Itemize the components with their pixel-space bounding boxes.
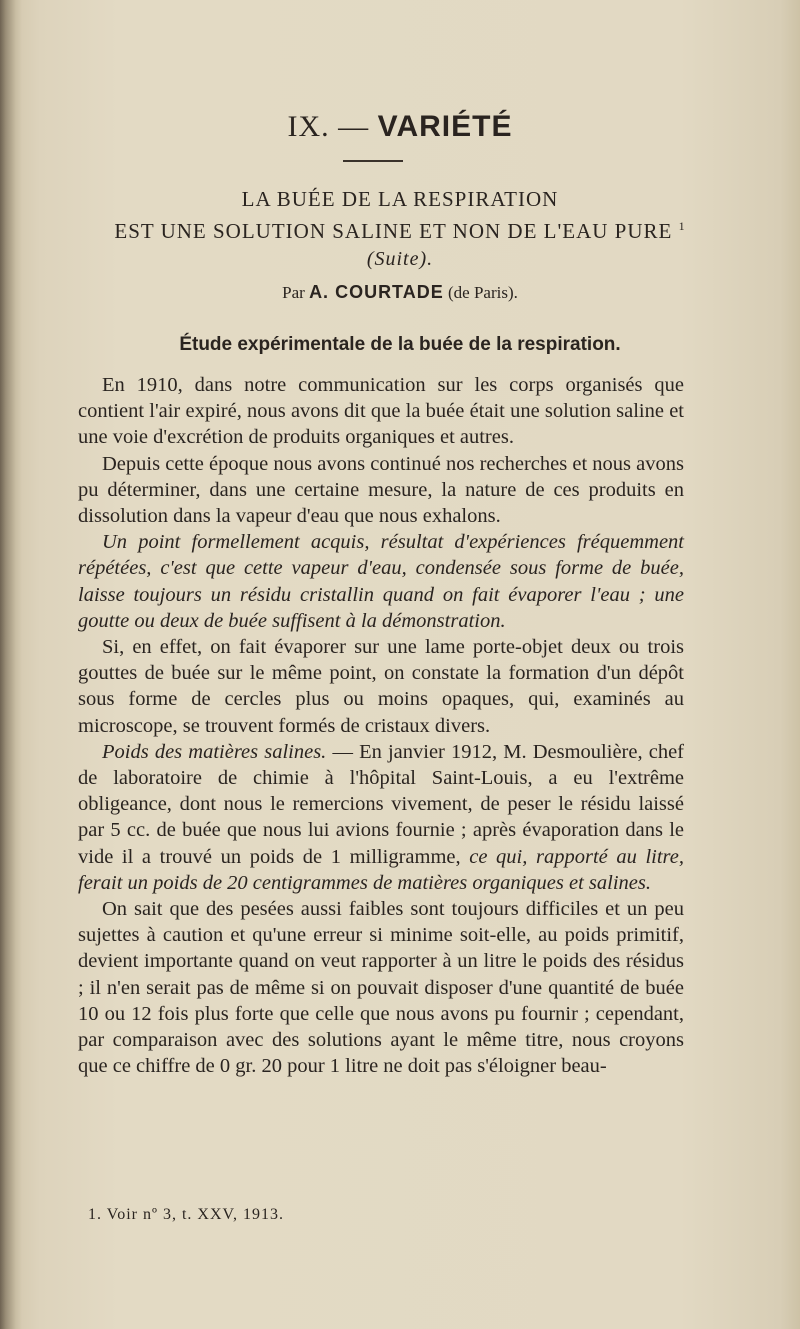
- section-heading: Étude expérimentale de la buée de la respiration.: [179, 334, 621, 355]
- footnote: 1. Voir nº 3, t. XXV, 1913.: [88, 1206, 284, 1223]
- chapter-title: VARIÉTÉ: [377, 110, 513, 143]
- footnote-marker: 1: [678, 219, 686, 233]
- chapter-numeral: IX.: [287, 110, 330, 143]
- article-title-line-2: [0, 219, 800, 244]
- body-text: [78, 372, 684, 1079]
- title-rule: [343, 160, 403, 162]
- article-title-line-1: LA BUÉE DE LA RESPIRATION: [241, 187, 559, 211]
- chapter-dash: —: [338, 110, 370, 143]
- paragraph-3: Un point formellement acquis, résultat d'expériences fréquemment répétées, c'est que cette vapeur d'eau, condensée sous forme de buée, laisse toujours un résidu cristallin quand on fait évaporer l'eau ; une goutte ou deux de buée suffisent à la démonstration.: [78, 531, 684, 632]
- paragraph-1: En 1910, dans notre communication sur les corps organisés que contient l'air expiré, nous avons dit que la buée était une solution saline et une voie d'excrétion de produits organiques et autres.: [78, 374, 684, 449]
- author-name: A. COURTADE: [309, 282, 444, 302]
- paragraph-5-text: — En janvier 1912, M. Desmoulière, chef de laboratoire de chimie à l'hôpital Saint-Louis, a eu l'extrême obligeance, dont nous le remercions vivement, de peser le résidu laissé par 5 cc. de buée que nous lui avions fournie ; après évaporation dans le vide il a trouvé un poids de 1 milligramme,: [78, 740, 684, 868]
- running-head: [0, 110, 800, 144]
- byline: [0, 282, 800, 303]
- byline-suffix: (de Paris).: [447, 283, 518, 302]
- article-subtitle: (Suite).: [366, 248, 434, 270]
- paragraph-5-heading: Poids des matières salines.: [102, 740, 327, 763]
- article-title-line-2-text: EST UNE SOLUTION SALINE ET NON DE L'EAU PURE: [114, 219, 673, 243]
- paragraph-4: Si, en effet, on fait évaporer sur une lame porte-objet deux ou trois gouttes de buée sur le même point, on constate la formation d'un dépôt sous forme de cercles plus ou moins opaques, qui, examinés au microscope, se trouvent formés de cristaux divers.: [78, 636, 684, 737]
- paragraph-5-italic: ce qui, rapporté au litre, ferait un poids de 20 centigrammes de matières organiques et salines.: [78, 845, 684, 894]
- paragraph-6: On sait que des pesées aussi faibles sont toujours difficiles et un peu sujettes à caution et qu'une erreur si minime soit-elle, au poids primitif, devient importante quand on veut rapporter à un litre le poids des résidus ; il n'en serait pas de même si on pouvait disposer d'une quantité de buée 10 ou 12 fois plus forte que celle que nous avons pu fournir ; cependant, par comparaison avec des solutions ayant le même titre, nous croyons que ce chiffre de 0 gr. 20 pour 1 litre ne doit pas s'éloigner beau-: [78, 898, 684, 1078]
- paragraph-5: [78, 739, 684, 896]
- paragraph-2: Depuis cette époque nous avons continué nos recherches et nous avons pu déterminer, dans une certaine mesure, la nature de ces produits en dissolution dans la vapeur d'eau que nous exhalons.: [78, 452, 684, 528]
- byline-prefix: Par: [282, 283, 305, 302]
